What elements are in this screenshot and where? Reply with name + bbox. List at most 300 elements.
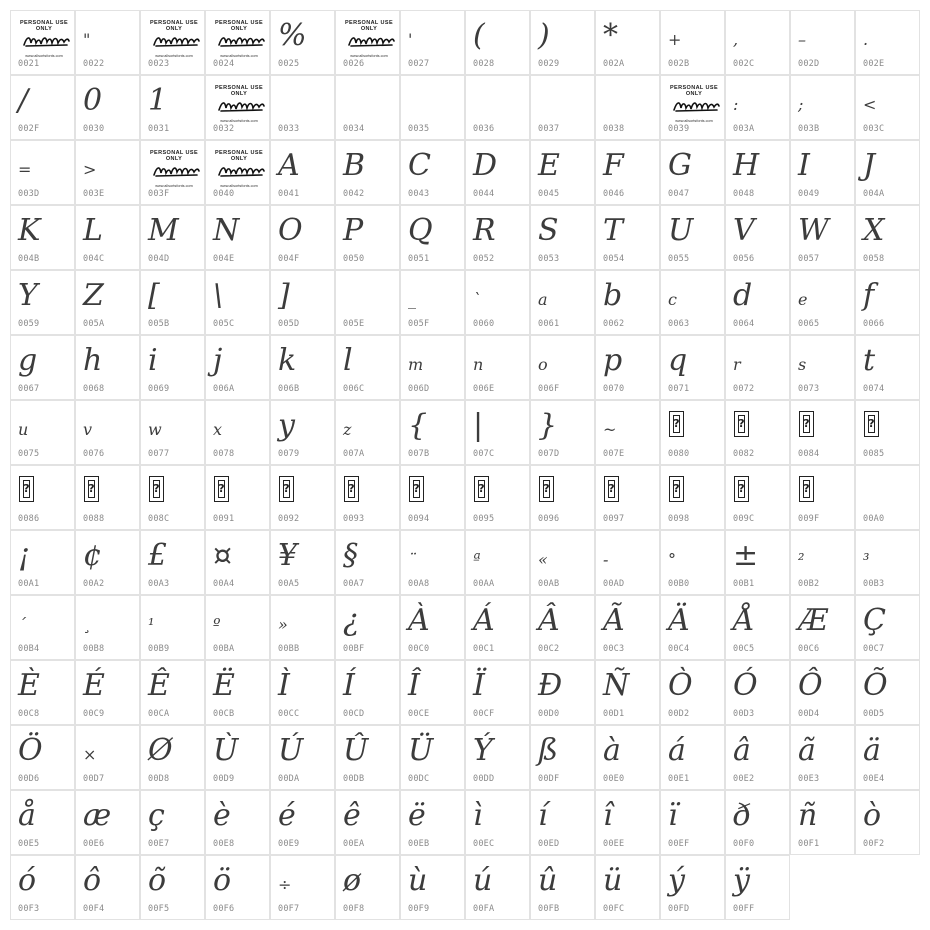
glyph-row <box>10 10 920 75</box>
glyph-code: 0026 <box>343 59 365 69</box>
glyph-row <box>10 595 920 660</box>
glyph-cell <box>465 400 530 465</box>
glyph-grid <box>10 10 920 920</box>
glyph-cell <box>205 10 270 75</box>
glyph-sample: j <box>213 343 223 378</box>
glyph-code: 003D <box>18 189 40 199</box>
glyph-cell <box>140 855 205 920</box>
glyph-cell <box>465 465 530 530</box>
missing-glyph-mark: ? <box>153 482 160 495</box>
glyph-code: 0093 <box>343 514 365 524</box>
glyph-cell <box>400 530 465 595</box>
glyph-cell <box>10 10 75 75</box>
glyph-code: 00CC <box>278 709 300 719</box>
glyph-code: 00ED <box>538 839 560 849</box>
glyph-code: 0042 <box>343 189 365 199</box>
glyph-code: 00EC <box>473 839 495 849</box>
glyph-cell <box>725 530 790 595</box>
glyph-cell <box>465 335 530 400</box>
glyph-code: 0062 <box>603 319 625 329</box>
glyph-cell <box>270 10 335 75</box>
glyph-sample: ¡ <box>18 538 31 573</box>
glyph-cell <box>270 205 335 270</box>
glyph-code: 00EF <box>668 839 690 849</box>
glyph-sample: ò <box>863 798 882 833</box>
glyph-code: 0037 <box>538 124 560 134</box>
glyph-sample: Õ <box>863 668 888 703</box>
glyph-cell <box>790 465 855 530</box>
glyph-sample: ô <box>83 863 102 898</box>
glyph-code: 00EB <box>408 839 430 849</box>
glyph-cell <box>465 595 530 660</box>
glyph-cell <box>335 140 400 205</box>
glyph-code: 00D7 <box>83 774 105 784</box>
glyph-cell <box>75 270 140 335</box>
glyph-cell <box>530 725 595 790</box>
glyph-code: 0057 <box>798 254 820 264</box>
glyph-code: 00F4 <box>83 904 105 914</box>
glyph-code: 007B <box>408 449 430 459</box>
glyph-cell <box>530 660 595 725</box>
missing-glyph-icon <box>669 411 684 437</box>
glyph-code: 007E <box>603 449 625 459</box>
glyph-sample: n <box>473 355 484 374</box>
glyph-cell <box>335 660 400 725</box>
glyph-code: 003E <box>83 189 105 199</box>
glyph-cell <box>465 10 530 75</box>
glyph-code: 00FA <box>473 904 495 914</box>
missing-glyph-icon <box>214 476 229 502</box>
glyph-cell <box>205 855 270 920</box>
glyph-cell <box>270 595 335 660</box>
glyph-cell <box>465 855 530 920</box>
missing-glyph-icon <box>149 476 164 502</box>
glyph-sample: F <box>603 148 624 183</box>
glyph-cell <box>855 660 920 725</box>
glyph-cell <box>790 75 855 140</box>
glyph-cell <box>205 140 270 205</box>
missing-glyph-icon <box>409 476 424 502</box>
glyph-sample: Ð <box>538 668 563 703</box>
glyph-row <box>10 335 920 400</box>
glyph-code: 00FB <box>538 904 560 914</box>
glyph-code: 0073 <box>798 384 820 394</box>
glyph-sample: æ <box>83 798 112 833</box>
glyph-code: 0080 <box>668 449 690 459</box>
glyph-sample: ¨ <box>408 550 416 569</box>
glyph-code: 00EA <box>343 839 365 849</box>
glyph-cell <box>10 75 75 140</box>
glyph-cell <box>790 140 855 205</box>
glyph-cell <box>660 75 725 140</box>
glyph-cell <box>10 855 75 920</box>
glyph-code: 00A0 <box>863 514 885 524</box>
glyph-sample <box>278 80 331 122</box>
glyph-code: 0055 <box>668 254 690 264</box>
glyph-code: 009C <box>733 514 755 524</box>
glyph-code: 0050 <box>343 254 365 264</box>
glyph-code: 0064 <box>733 319 755 329</box>
glyph-code: 0030 <box>83 124 105 134</box>
glyph-sample: Ë <box>213 668 235 703</box>
glyph-sample: y <box>278 408 295 443</box>
missing-glyph-icon <box>734 476 749 502</box>
glyph-code: 00BA <box>213 644 235 654</box>
glyph-cell <box>400 205 465 270</box>
glyph-code: 0025 <box>278 59 300 69</box>
glyph-sample: r <box>733 355 741 374</box>
glyph-code: 00B8 <box>83 644 105 654</box>
glyph-sample: Å <box>733 603 755 638</box>
glyph-sample: a <box>538 290 548 309</box>
glyph-code: 00D3 <box>733 709 755 719</box>
glyph-cell <box>335 205 400 270</box>
glyph-code: 00E8 <box>213 839 235 849</box>
glyph-code: 0082 <box>733 449 755 459</box>
watermark-text: PERSONAL USE ONLY <box>214 150 264 162</box>
glyph-sample: | <box>473 408 484 443</box>
glyph-cell <box>270 75 335 140</box>
glyph-sample: ° <box>668 550 676 569</box>
glyph-sample: ä <box>863 733 881 768</box>
watermark-url: www.allsortsfonts.com <box>25 54 63 58</box>
glyph-sample: À <box>408 603 430 638</box>
glyph-sample: J <box>863 148 876 183</box>
glyph-sample: » <box>278 615 288 634</box>
glyph-sample <box>538 80 591 122</box>
watermark-url: www.allsortsfonts.com <box>220 184 258 188</box>
missing-glyph-mark: ? <box>738 482 745 495</box>
glyph-code: 0071 <box>668 384 690 394</box>
glyph-code: 00E6 <box>83 839 105 849</box>
glyph-code: 0027 <box>408 59 430 69</box>
glyph-cell <box>595 140 660 205</box>
glyph-row <box>10 530 920 595</box>
glyph-cell <box>660 400 725 465</box>
glyph-sample: + <box>668 30 682 49</box>
glyph-sample: B <box>343 148 366 183</box>
missing-glyph-icon <box>19 476 34 502</box>
glyph-cell <box>855 595 920 660</box>
glyph-sample: ¹ <box>148 615 155 634</box>
glyph-cell <box>140 725 205 790</box>
glyph-cell <box>595 400 660 465</box>
glyph-sample <box>343 275 396 317</box>
missing-glyph-mark: ? <box>673 417 680 430</box>
glyph-code: 00B1 <box>733 579 755 589</box>
glyph-cell <box>725 595 790 660</box>
glyph-cell <box>10 140 75 205</box>
glyph-code: 00E2 <box>733 774 755 784</box>
glyph-cell <box>595 725 660 790</box>
glyph-code: 007C <box>473 449 495 459</box>
missing-glyph-mark: ? <box>608 482 615 495</box>
glyph-sample: * <box>603 18 618 53</box>
glyph-code: 0040 <box>213 189 235 199</box>
glyph-cell <box>725 790 790 855</box>
glyph-code: 004D <box>148 254 170 264</box>
glyph-sample: ì <box>473 798 483 833</box>
glyph-code: 00B2 <box>798 579 820 589</box>
glyph-code: 0029 <box>538 59 560 69</box>
glyph-cell <box>530 335 595 400</box>
glyph-code: 00D1 <box>603 709 625 719</box>
glyph-cell <box>790 10 855 75</box>
glyph-code: 006B <box>278 384 300 394</box>
glyph-sample: Ö <box>18 733 43 768</box>
glyph-cell <box>205 335 270 400</box>
glyph-code: 0033 <box>278 124 300 134</box>
glyph-cell <box>855 400 920 465</box>
glyph-code: 002C <box>733 59 755 69</box>
glyph-cell <box>400 725 465 790</box>
glyph-code: 0036 <box>473 124 495 134</box>
glyph-cell <box>270 725 335 790</box>
glyph-code: 003C <box>863 124 885 134</box>
glyph-code: 003A <box>733 124 755 134</box>
glyph-sample: Ý <box>473 733 493 768</box>
glyph-code: 00D9 <box>213 774 235 784</box>
glyph-sample: ð <box>733 798 752 833</box>
glyph-cell <box>75 10 140 75</box>
glyph-code: 00E3 <box>798 774 820 784</box>
glyph-cell <box>205 75 270 140</box>
glyph-code: 002B <box>668 59 690 69</box>
glyph-code: 00FF <box>733 904 755 914</box>
glyph-cell <box>855 75 920 140</box>
glyph-cell <box>660 465 725 530</box>
missing-glyph-mark: ? <box>673 482 680 495</box>
glyph-sample: Ø <box>148 733 173 768</box>
glyph-sample <box>408 80 461 122</box>
glyph-code: 00D6 <box>18 774 40 784</box>
glyph-sample: P <box>343 213 364 248</box>
glyph-code: 0085 <box>863 449 885 459</box>
glyph-cell <box>205 465 270 530</box>
glyph-code: 0022 <box>83 59 105 69</box>
glyph-sample: t <box>863 343 876 378</box>
glyph-sample: ~ <box>603 420 617 439</box>
glyph-cell <box>660 205 725 270</box>
glyph-cell <box>465 75 530 140</box>
glyph-cell <box>725 335 790 400</box>
glyph-sample: É <box>83 668 105 703</box>
glyph-sample: Ü <box>408 733 434 768</box>
glyph-cell <box>270 270 335 335</box>
glyph-code: 00C4 <box>668 644 690 654</box>
glyph-code: 005B <box>148 319 170 329</box>
glyph-cell <box>595 595 660 660</box>
glyph-sample: ] <box>278 278 290 313</box>
glyph-sample: E <box>538 148 560 183</box>
glyph-sample: L <box>83 213 103 248</box>
glyph-row <box>10 75 920 140</box>
glyph-code: 00CE <box>408 709 430 719</box>
glyph-code: 00B3 <box>863 579 885 589</box>
glyph-sample: ' <box>408 30 413 49</box>
glyph-cell <box>660 270 725 335</box>
glyph-sample: Q <box>408 213 433 248</box>
glyph-code: 002E <box>863 59 885 69</box>
glyph-row <box>10 270 920 335</box>
glyph-code: 0059 <box>18 319 40 329</box>
missing-glyph-mark: ? <box>348 482 355 495</box>
glyph-cell <box>400 595 465 660</box>
watermark-logo <box>149 20 199 56</box>
glyph-cell <box>335 595 400 660</box>
glyph-row <box>10 660 920 725</box>
glyph-cell <box>595 75 660 140</box>
glyph-code: 00C1 <box>473 644 495 654</box>
glyph-cell <box>790 725 855 790</box>
glyph-sample: ¥ <box>278 538 298 573</box>
signature-scribble <box>671 99 721 113</box>
glyph-code: 003F <box>148 189 170 199</box>
glyph-sample: M <box>148 213 179 248</box>
glyph-cell <box>270 660 335 725</box>
glyph-sample: × <box>83 745 97 764</box>
missing-glyph-mark: ? <box>543 482 550 495</box>
glyph-sample: v <box>83 420 93 439</box>
glyph-cell <box>725 270 790 335</box>
glyph-sample: é <box>278 798 296 833</box>
glyph-code: 00E5 <box>18 839 40 849</box>
missing-glyph-icon <box>344 476 359 502</box>
glyph-cell <box>75 530 140 595</box>
glyph-cell <box>10 465 75 530</box>
glyph-cell <box>10 660 75 725</box>
glyph-sample: ë <box>408 798 426 833</box>
glyph-sample: Â <box>538 603 560 638</box>
glyph-sample: x <box>213 420 223 439</box>
glyph-sample: ` <box>473 290 481 309</box>
glyph-sample: . <box>863 30 869 49</box>
glyph-cell <box>790 660 855 725</box>
glyph-code: 0086 <box>18 514 40 524</box>
glyph-sample: Ó <box>733 668 758 703</box>
glyph-sample: f <box>863 278 875 313</box>
glyph-sample: " <box>83 30 91 49</box>
glyph-code: 007A <box>343 449 365 459</box>
glyph-code: 00B4 <box>18 644 40 654</box>
glyph-cell <box>75 140 140 205</box>
glyph-code: 004A <box>863 189 885 199</box>
glyph-code: 00B0 <box>668 579 690 589</box>
glyph-cell <box>855 530 920 595</box>
glyph-code: 008C <box>148 514 170 524</box>
glyph-cell <box>205 205 270 270</box>
glyph-cell <box>790 530 855 595</box>
glyph-sample: _ <box>408 290 416 309</box>
glyph-sample: Ê <box>148 668 170 703</box>
glyph-code: 0023 <box>148 59 170 69</box>
glyph-sample: ÿ <box>733 863 750 898</box>
glyph-code: 00E1 <box>668 774 690 784</box>
glyph-code: 00E4 <box>863 774 885 784</box>
missing-glyph-mark: ? <box>478 482 485 495</box>
glyph-cell <box>660 10 725 75</box>
glyph-cell <box>75 790 140 855</box>
glyph-sample: 0 <box>83 83 103 118</box>
glyph-cell <box>75 75 140 140</box>
glyph-code: 00A2 <box>83 579 105 589</box>
glyph-cell <box>75 335 140 400</box>
glyph-code: 005A <box>83 319 105 329</box>
glyph-cell <box>530 10 595 75</box>
glyph-cell <box>75 400 140 465</box>
glyph-cell <box>595 335 660 400</box>
watermark-logo <box>214 150 264 186</box>
glyph-sample: ¸ <box>83 615 91 634</box>
glyph-cell <box>465 270 530 335</box>
glyph-sample: e <box>798 290 808 309</box>
glyph-sample: T <box>603 213 624 248</box>
glyph-sample: Ô <box>798 668 823 703</box>
glyph-code: 005E <box>343 319 365 329</box>
glyph-sample: ª <box>473 550 481 569</box>
glyph-cell <box>465 790 530 855</box>
glyph-sample: R <box>473 213 496 248</box>
glyph-sample: D <box>473 148 498 183</box>
glyph-code: 006C <box>343 384 365 394</box>
glyph-code: 0077 <box>148 449 170 459</box>
glyph-code: 0054 <box>603 254 625 264</box>
glyph-sample: ú <box>473 863 493 898</box>
glyph-code: 0056 <box>733 254 755 264</box>
glyph-code: 006E <box>473 384 495 394</box>
glyph-code: 00C5 <box>733 644 755 654</box>
glyph-sample: ã <box>798 733 816 768</box>
watermark-logo <box>19 20 69 56</box>
glyph-sample: Ã <box>603 603 625 638</box>
glyph-cell <box>595 465 660 530</box>
glyph-sample: ) <box>538 18 550 53</box>
glyph-cell <box>595 660 660 725</box>
glyph-code: 0070 <box>603 384 625 394</box>
glyph-code: 002F <box>18 124 40 134</box>
glyph-sample: H <box>733 148 760 183</box>
glyph-code: 00DA <box>278 774 300 784</box>
glyph-code: 0024 <box>213 59 235 69</box>
glyph-cell <box>530 790 595 855</box>
glyph-cell <box>270 335 335 400</box>
glyph-sample: ý <box>668 863 685 898</box>
glyph-code: 0039 <box>668 124 690 134</box>
glyph-cell <box>140 140 205 205</box>
glyph-cell <box>725 75 790 140</box>
glyph-cell <box>335 855 400 920</box>
glyph-sample: W <box>798 213 829 248</box>
glyph-code: 0047 <box>668 189 690 199</box>
glyph-sample: g <box>18 343 38 378</box>
glyph-sample: ø <box>343 863 362 898</box>
glyph-sample: È <box>18 668 40 703</box>
watermark-logo <box>149 150 199 186</box>
glyph-cell <box>660 530 725 595</box>
glyph-cell <box>140 270 205 335</box>
glyph-code: 002D <box>798 59 820 69</box>
glyph-sample: } <box>538 408 558 443</box>
glyph-cell <box>595 530 660 595</box>
watermark-url: www.allsortsfonts.com <box>220 119 258 123</box>
glyph-sample: I <box>798 148 810 183</box>
glyph-cell <box>335 10 400 75</box>
glyph-code: 00F2 <box>863 839 885 849</box>
watermark-logo <box>214 20 264 56</box>
glyph-cell <box>855 10 920 75</box>
glyph-sample: º <box>213 615 221 634</box>
glyph-sample: c <box>668 290 677 309</box>
